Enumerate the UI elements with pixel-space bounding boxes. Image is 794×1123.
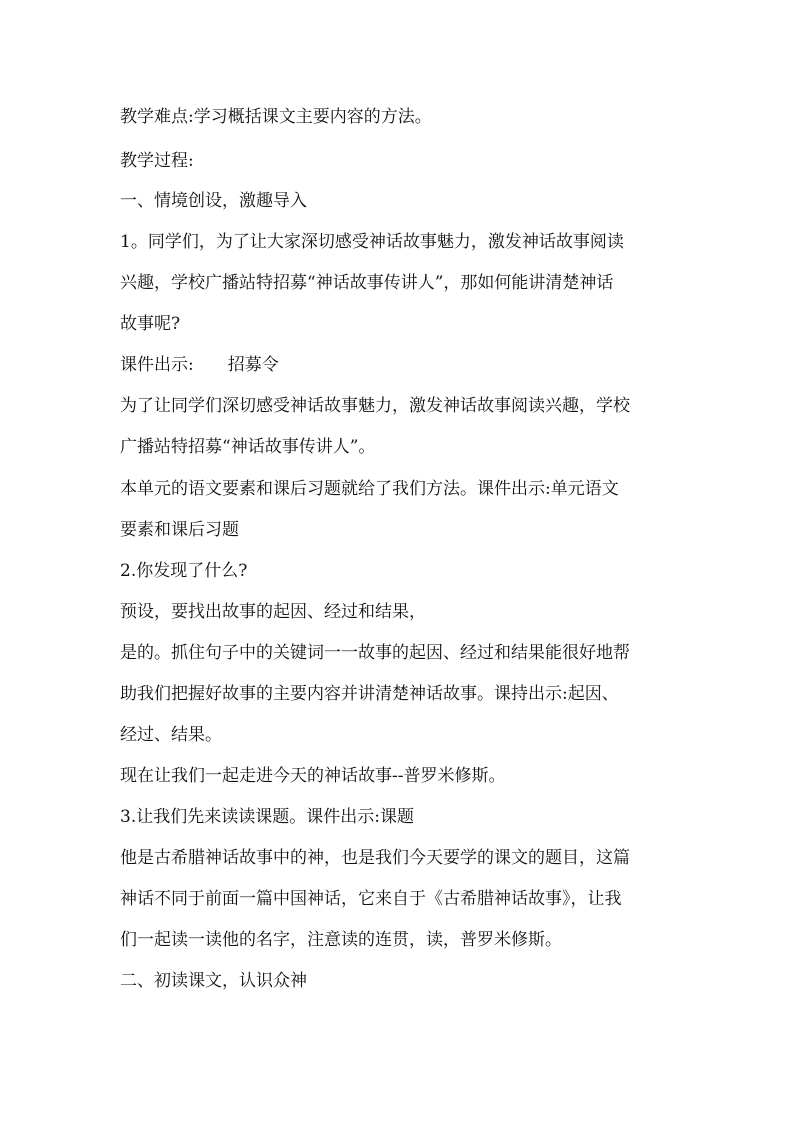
text-line: 他是古希腊神话故事中的神，也是我们今天要学的课文的题目，这篇 xyxy=(120,848,630,868)
text-line: 神话不同于前面一篇中国神话，它来自于《古希腊神话故事》，让我 xyxy=(120,889,622,909)
text-line: 本单元的语文要素和课后习题就给了我们方法。课件出示:单元语文 xyxy=(120,479,619,499)
text-line: 经过、结果。 xyxy=(120,725,222,745)
text-line: 教学难点:学习概括课文主要内容的方法。 xyxy=(120,107,432,127)
text-line: 兴趣，学校广播站特招募“神话故事传讲人”，那如何能讲清楚神话 xyxy=(120,273,614,293)
section-heading: 一、情境创设，激趣导入 xyxy=(120,191,307,211)
text-line: 教学过程: xyxy=(120,151,194,171)
text-line: 为了让同学们深切感受神话故事魅力，激发神话故事阅读兴趣，学校 xyxy=(120,396,630,416)
section-heading: 二、初读课文，认识众神 xyxy=(120,971,307,991)
text-line: 2.你发现了什么? xyxy=(120,561,248,581)
text-line xyxy=(120,354,680,376)
text-line: 助我们把握好故事的主要内容并讲清楚神话故事。课持出示:起因、 xyxy=(120,684,619,704)
text-line: 要素和课后习题 xyxy=(120,520,239,540)
text-line: 故事呢? xyxy=(120,314,181,334)
text-line: 是的。抓住句子中的关键词一一故事的起因、经过和结果能很好地帮 xyxy=(120,643,630,663)
text-line: 广播站特招募“神话故事传讲人”。 xyxy=(120,437,376,457)
text-line: 3.让我们先来读读课题。课件出示:课题 xyxy=(120,807,414,827)
courseware-label: 课件出示: xyxy=(120,355,194,375)
text-line: 预设，要找出故事的起因、经过和结果， xyxy=(120,602,426,622)
text-line: 1。同学们，为了让大家深切感受神话故事魅力，激发神话故事阅读 xyxy=(120,232,624,252)
text-line: 们一起读一读他的名字，注意读的连贯，读，普罗米修斯。 xyxy=(120,930,562,950)
recruit-title: 招募令 xyxy=(227,355,279,375)
text-line: 现在让我们一起走进今天的神话故事--普罗米修斯。 xyxy=(120,766,506,786)
